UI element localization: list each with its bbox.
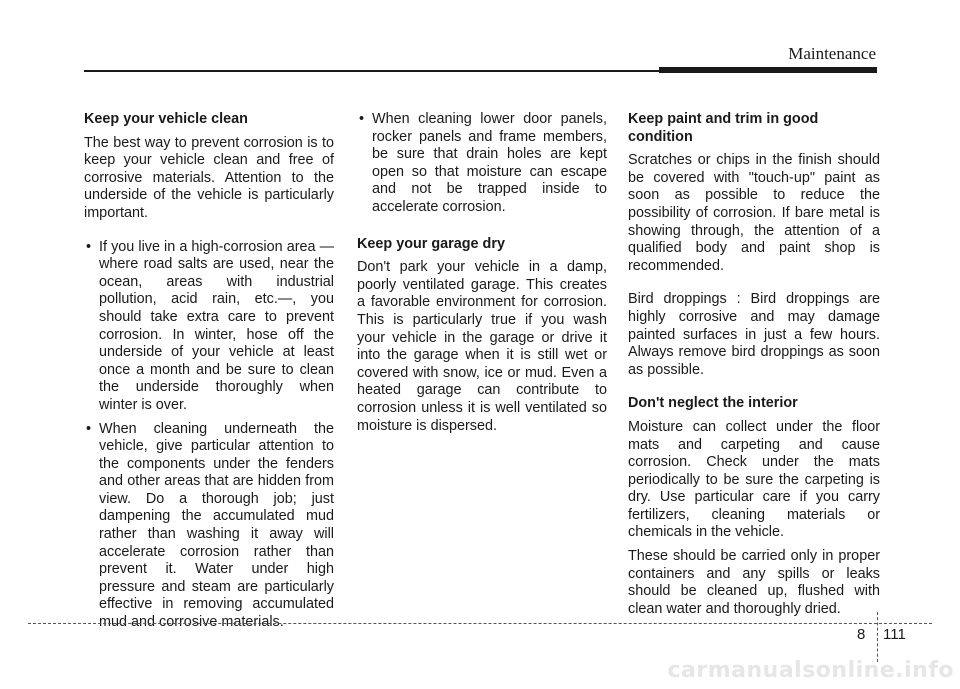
header-rule bbox=[84, 70, 664, 72]
bullet-item: • When cleaning underneath the vehicle, give particular attention to the components under the fenders and other areas that are hidden from view. Do a thorough job; just dampening the accumulated mud rather than washing it away will accelerate corrosion rather than prevent it. Water under high pressure and steam are particularly effective in removing accumulated mud and corrosive materials. bbox=[84, 421, 334, 632]
heading-keep-vehicle-clean: Keep your vehicle clean bbox=[84, 111, 248, 127]
bullet-list bbox=[357, 111, 607, 217]
column-right bbox=[628, 111, 880, 634]
heading-interior: Don't neglect the interior bbox=[628, 395, 798, 412]
header-rule-accent bbox=[659, 67, 877, 73]
watermark: carmanualsonline.info bbox=[667, 658, 954, 683]
bullet-list bbox=[84, 239, 334, 632]
bullet-item: • When cleaning lower door panels, rocker panels and frame members, be sure that drain holes are kept open so that moisture can escape and not be trapped inside to accelerate corrosion. bbox=[357, 111, 607, 217]
paragraph-scratches: Scratches or chips in the finish should be covered with "touch-up" paint as soon as possible to reduce the possibility of corrosion. If bare metal is showing through, the attention of a qualified body and paint shop is recommended. bbox=[628, 152, 880, 274]
chapter-number: 8 bbox=[857, 626, 866, 643]
paragraph-intro: The best way to prevent corrosion is to keep your vehicle clean and free of corrosive materials. Attention to the underside of the vehicle is particularly important. bbox=[84, 134, 334, 221]
paragraph-containers: These should be carried only in proper containers and any spills or leaks should be cleaned up, flushed with clean water and thoroughly dried. bbox=[628, 548, 880, 617]
column-middle bbox=[357, 111, 607, 451]
paragraph-garage: Don't park your vehicle in a damp, poorly ventilated garage. This creates a favorable environment for corrosion. This is particularly true if you wash your vehicle in the garage or drive it into the garage when it is still wet or covered with snow, ice or mud. Even a heated garage can contribute to corrosion unless it is well ventilated so moisture is dispersed. bbox=[357, 259, 607, 434]
footer-rule bbox=[28, 623, 932, 624]
bullet-item: • If you live in a high-corrosion area — where road salts are used, near the ocean, areas with industrial pollution, acid rain, etc.—, you should take extra care to prevent corrosion. In winter, hose off the underside of your vehicle at least once a month and be sure to clean the underside thoroughly when winter is over. bbox=[84, 239, 334, 415]
page-number: 111 bbox=[883, 626, 906, 643]
column-left bbox=[84, 111, 334, 638]
section-title: Maintenance bbox=[788, 44, 876, 63]
footer-divider bbox=[877, 612, 878, 662]
paragraph-moisture: Moisture can collect under the floor mats and carpeting and cause corrosion. Check under the mats periodically to be sure the carpeting is dry. Use particular care if you carry fertilizers, cleaning materials or chemicals in the vehicle. bbox=[628, 418, 880, 541]
heading-keep-garage-dry: Keep your garage dry bbox=[357, 235, 505, 252]
paragraph-bird-droppings: Bird droppings : Bird droppings are highly corrosive and may damage painted surfaces in just a few hours. Always remove bird droppings as soon as possible. bbox=[628, 291, 880, 378]
heading-paint-trim: Keep paint and trim in good condition bbox=[628, 111, 819, 145]
